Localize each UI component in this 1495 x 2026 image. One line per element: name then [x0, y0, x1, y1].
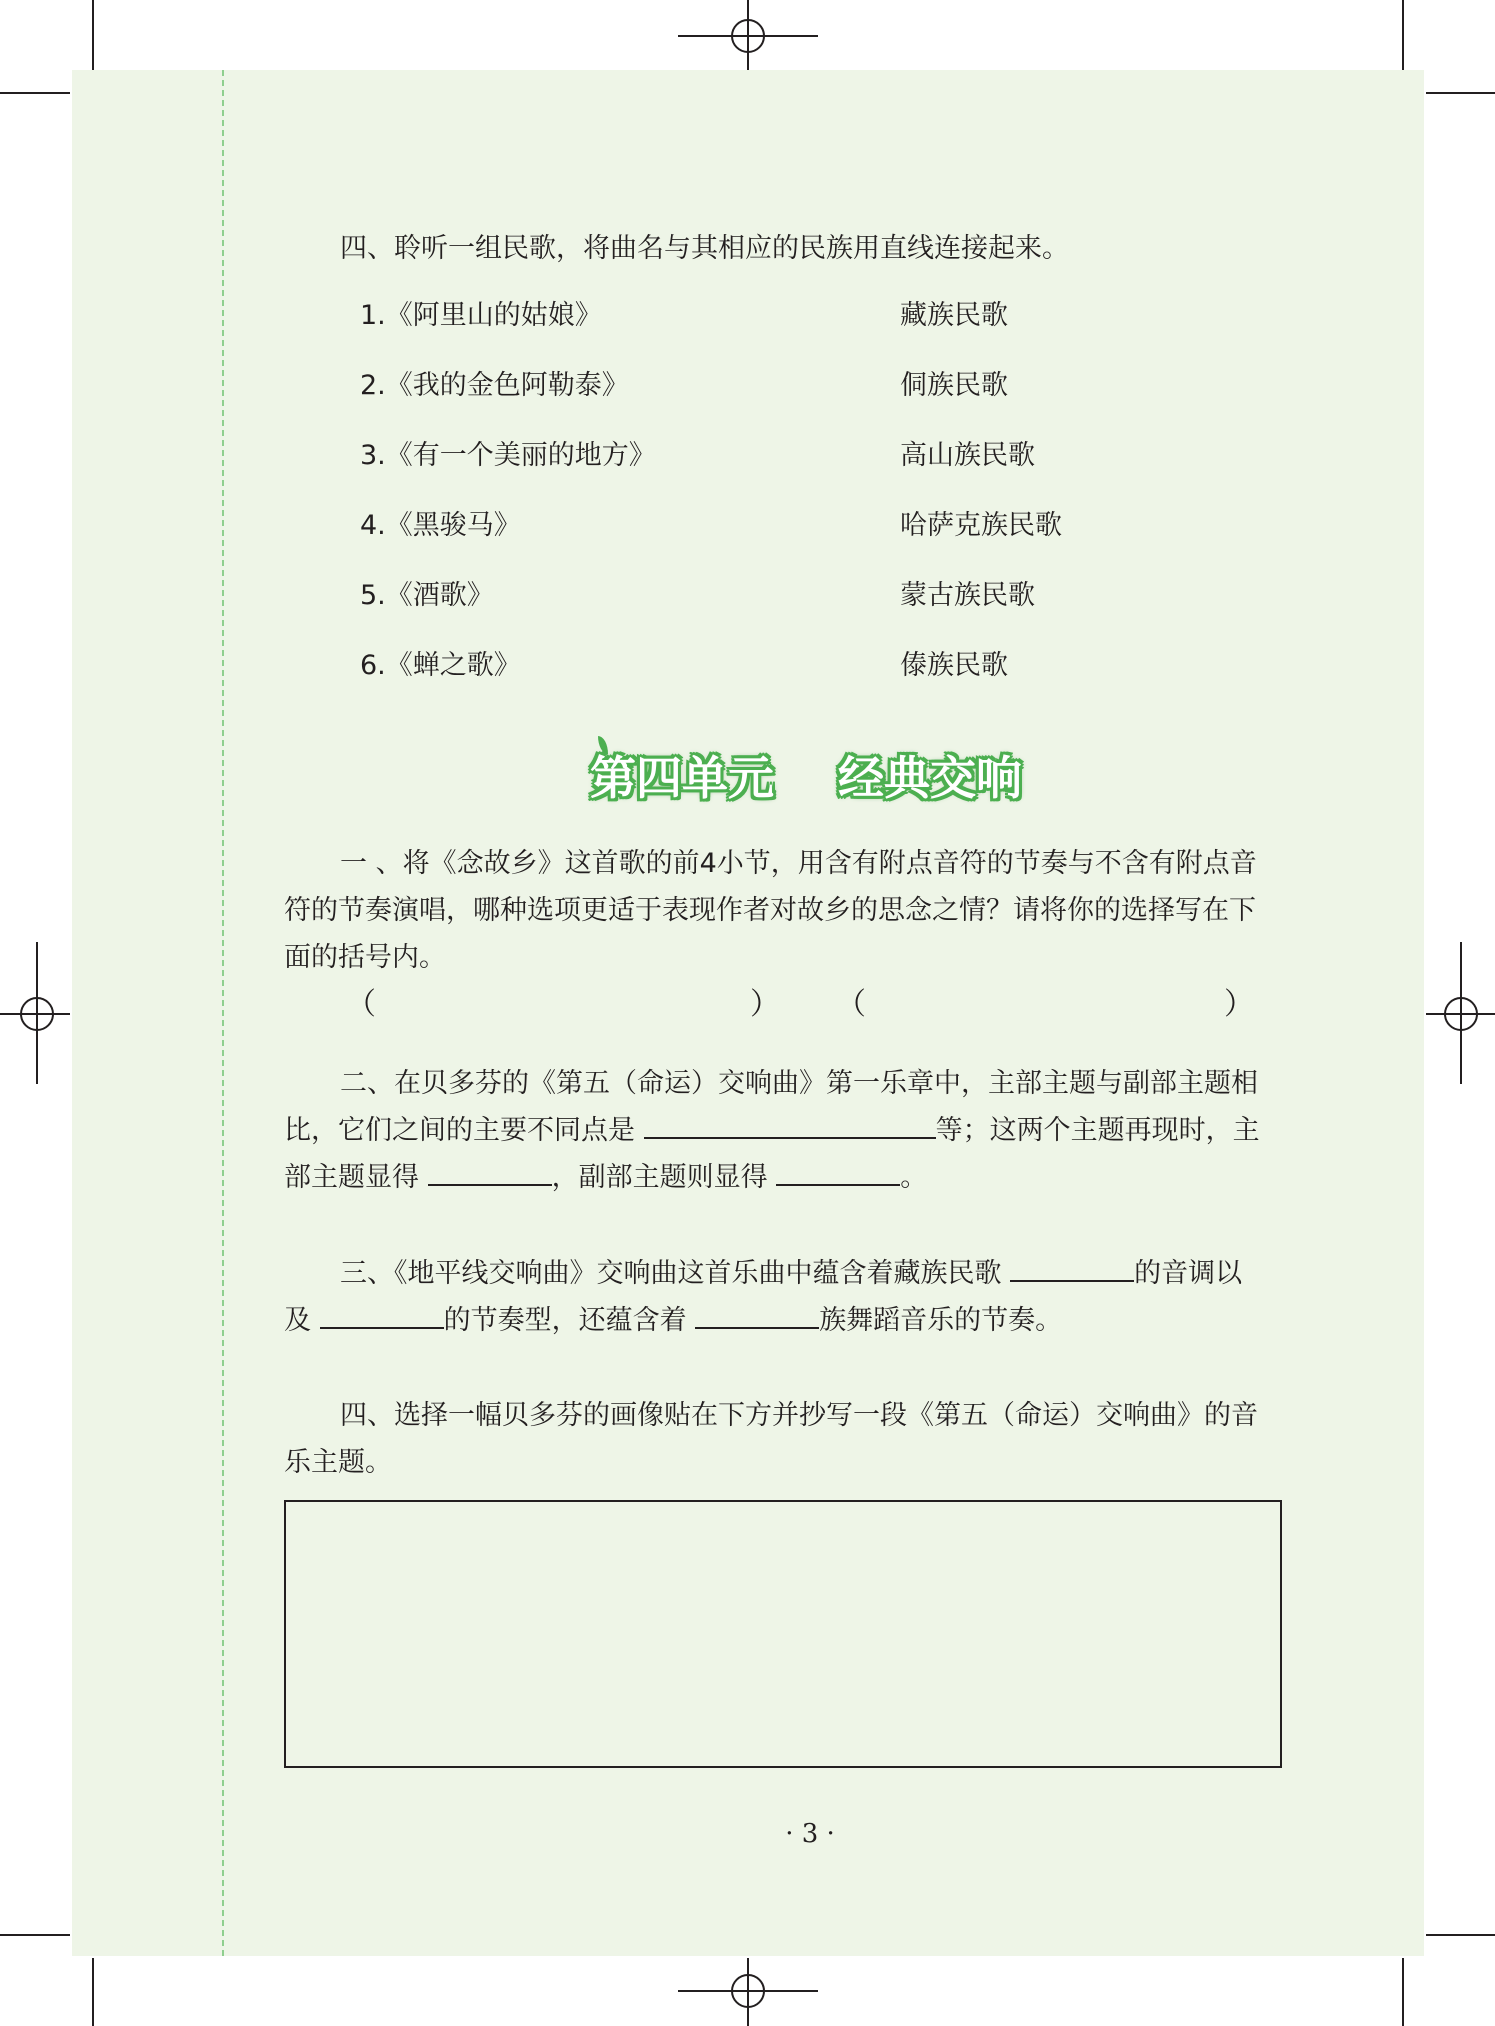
question-1-line: 面的括号内。	[284, 942, 446, 973]
answer-paren-open: （	[836, 987, 866, 1022]
song-item: 3.《有一个美丽的地方》	[360, 440, 656, 471]
question-4	[284, 1392, 1284, 1486]
question-2-line: 比，它们之间的主要不同点是 等；这两个主题再现时，主	[284, 1107, 1284, 1154]
crop-mark	[92, 0, 94, 70]
question-3-line: 三、《地平线交响曲》交响曲这首乐曲中蕴含着藏族民歌 的音调以	[284, 1250, 1284, 1297]
fill-in-blank[interactable]	[695, 1299, 819, 1329]
crop-mark	[1426, 92, 1495, 94]
crop-mark	[0, 92, 70, 94]
crop-mark	[1402, 1958, 1404, 2026]
fill-in-blank[interactable]	[1010, 1252, 1134, 1282]
crop-mark	[0, 1934, 70, 1936]
matching-question-title: 四、聆听一组民歌，将曲名与其相应的民族用直线连接起来。	[340, 233, 1069, 264]
binding-dashed-line	[222, 70, 224, 1956]
question-3	[284, 1250, 1284, 1344]
song-item: 6.《蝉之歌》	[360, 650, 521, 681]
crop-mark	[92, 1958, 94, 2026]
fill-in-blank[interactable]	[776, 1156, 900, 1186]
crop-mark	[1426, 1934, 1495, 1936]
question-1-line: 一 、将《念故乡》这首歌的前4小节，用含有附点音符的节奏与不含有附点音	[340, 848, 1257, 879]
crop-mark	[1402, 0, 1404, 70]
question-3-line: 及 的节奏型，还蕴含着 族舞蹈音乐的节奏。	[284, 1297, 1284, 1344]
question-2-line: 部主题显得 ，副部主题则显得 。	[284, 1154, 1284, 1201]
song-item: 2.《我的金色阿勒泰》	[360, 370, 629, 401]
registration-mark	[731, 1974, 765, 2008]
answer-paren-open: （	[346, 987, 376, 1022]
question-4-line: 乐主题。	[284, 1447, 392, 1478]
ethnic-group-item: 傣族民歌	[900, 650, 1008, 681]
fill-in-blank[interactable]	[320, 1299, 444, 1329]
song-item: 4.《黑骏马》	[360, 510, 521, 541]
question-1-line: 符的节奏演唱，哪种选项更适于表现作者对故乡的思念之情？请将你的选择写在下	[284, 895, 1256, 926]
ethnic-group-item: 侗族民歌	[900, 370, 1008, 401]
fill-in-blank[interactable]	[428, 1156, 552, 1186]
answer-box[interactable]	[284, 1500, 1282, 1768]
ethnic-group-item: 藏族民歌	[900, 300, 1008, 331]
ethnic-group-item: 哈萨克族民歌	[900, 510, 1062, 541]
answer-paren-close: ）	[1224, 987, 1254, 1022]
answer-paren-close: ）	[750, 987, 780, 1022]
question-1	[284, 840, 1284, 981]
fill-in-blank[interactable]	[644, 1109, 936, 1139]
registration-mark	[1444, 997, 1478, 1031]
page-number: · 3 ·	[785, 1819, 835, 1849]
question-2	[284, 1060, 1284, 1201]
question-2-line: 二、在贝多芬的《第五（命运）交响曲》第一乐章中，主部主题与副部主题相	[340, 1068, 1258, 1099]
song-item: 1.《阿里山的姑娘》	[360, 300, 602, 331]
registration-mark	[20, 997, 54, 1031]
ethnic-group-item: 蒙古族民歌	[900, 580, 1035, 611]
ethnic-group-item: 高山族民歌	[900, 440, 1035, 471]
song-item: 5.《酒歌》	[360, 580, 494, 611]
unit-heading: 第四单元 经典交响	[590, 751, 1023, 805]
registration-mark	[731, 19, 765, 53]
question-4-line: 四、选择一幅贝多芬的画像贴在下方并抄写一段《第五（命运）交响曲》的音	[340, 1400, 1258, 1431]
